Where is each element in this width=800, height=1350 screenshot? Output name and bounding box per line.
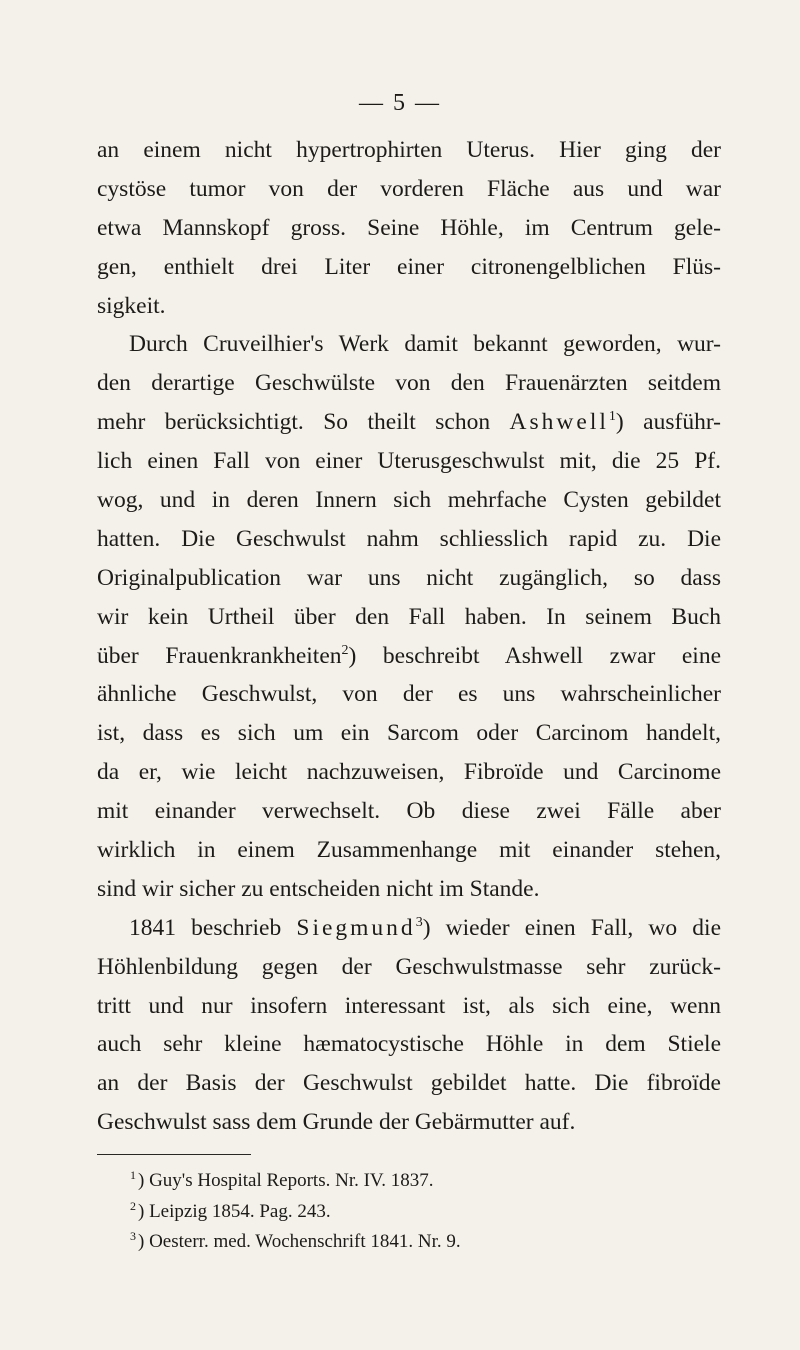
paragraph [97,325,721,908]
footnote-reference[interactable]: 2 [341,642,349,658]
text-line: auch sehr kleine hæmatocystische Höhle in dem Stiele [97,1031,721,1058]
footnote [130,1227,461,1258]
text-line: sind wir sicher zu entscheiden nicht im Stande. [97,875,540,902]
footnote [130,1197,461,1228]
footnote-text: ) Leipzig 1854. Pag. 243. [138,1200,331,1222]
footnote-mark: 1 [130,1168,136,1182]
text-line: sigkeit. [97,292,166,319]
footnote-text: ) Oesterr. med. Wochenschrift 1841. Nr. 9. [138,1231,461,1252]
text-line: ist, dass es sich um ein Sarcom oder Carcinom handelt, [97,720,721,747]
text-segment: ) beschreibt Ashwell zwar eine [348,642,722,669]
text-line: cystöse tumor von der vorderen Fläche aus und war [97,175,721,202]
body-text [97,131,721,1142]
text-segment: über Frauenkrankheiten [97,642,342,669]
footnote-reference[interactable]: 3 [415,914,423,930]
text-line: da er, wie leicht nachzuweisen, Fibroïde und Carcinome [97,759,721,786]
text-line: Höhlenbildung gegen der Geschwulstmasse sehr zurück- [97,953,721,980]
text-line: an einem nicht hypertrophirten Uterus. Hier ging der [97,137,721,163]
footnotes [130,1166,461,1258]
footnote-reference[interactable]: 1 [608,409,616,425]
text-line: gen, enthielt drei Liter einer citronengelblichen Flüs- [97,253,721,280]
text-line: Durch Cruveilhier's Werk damit bekannt geworden, wur- [129,331,721,358]
page-number: — 5 — [359,90,441,116]
text-line: hatten. Die Geschwulst nahm schliesslich rapid zu. Die [97,525,721,552]
text-line: an der Basis der Geschwulst gebildet hatte. Die fibroïde [97,1070,721,1097]
text-line: tritt und nur insofern interessant ist, als sich eine, wenn [97,992,721,1019]
text-line [97,637,721,676]
text-line: Originalpublication war uns nicht zugänglich, so dass [97,564,721,591]
paragraph [97,909,721,1142]
text-segment: 1841 beschrieb [129,914,297,941]
footnote-separator [97,1154,251,1155]
text-segment: ) wieder einen Fall, wo die [422,914,722,941]
text-line: ähnliche Geschwulst, von der es uns wahrscheinlicher [97,681,721,708]
text-line: mit einander verwechselt. Ob diese zwei Fälle aber [97,798,721,825]
text-line [97,909,721,948]
text-line: lich einen Fall von einer Uterusgeschwulst mit, die 25 Pf. [97,448,721,475]
author-name: Ashwell [509,409,609,436]
text-line: wog, und in deren Innern sich mehrfache Cysten gebildet [97,487,721,514]
text-line: wir kein Urtheil über den Fall haben. In seinem Buch [97,603,721,630]
text-line: den derartige Geschwülste von den Frauenärzten seitdem [97,370,721,397]
footnote [130,1166,461,1197]
footnote-mark: 3 [130,1229,136,1243]
text-line [97,403,721,442]
text-line: wirklich in einem Zusammenhange mit einander stehen, [97,837,721,864]
text-line: Geschwulst sass dem Grunde der Gebärmutter auf. [97,1109,576,1136]
text-segment: mehr berücksichtigt. So theilt schon [97,409,510,436]
paragraph [97,131,721,325]
author-name: Siegmund [296,914,416,941]
footnote-text: ) Guy's Hospital Reports. Nr. IV. 1837. [138,1170,434,1191]
text-line: etwa Mannskopf gross. Seine Höhle, im Centrum gele- [97,214,721,241]
text-segment: ) ausführ- [615,409,721,436]
footnote-mark: 2 [130,1198,136,1213]
